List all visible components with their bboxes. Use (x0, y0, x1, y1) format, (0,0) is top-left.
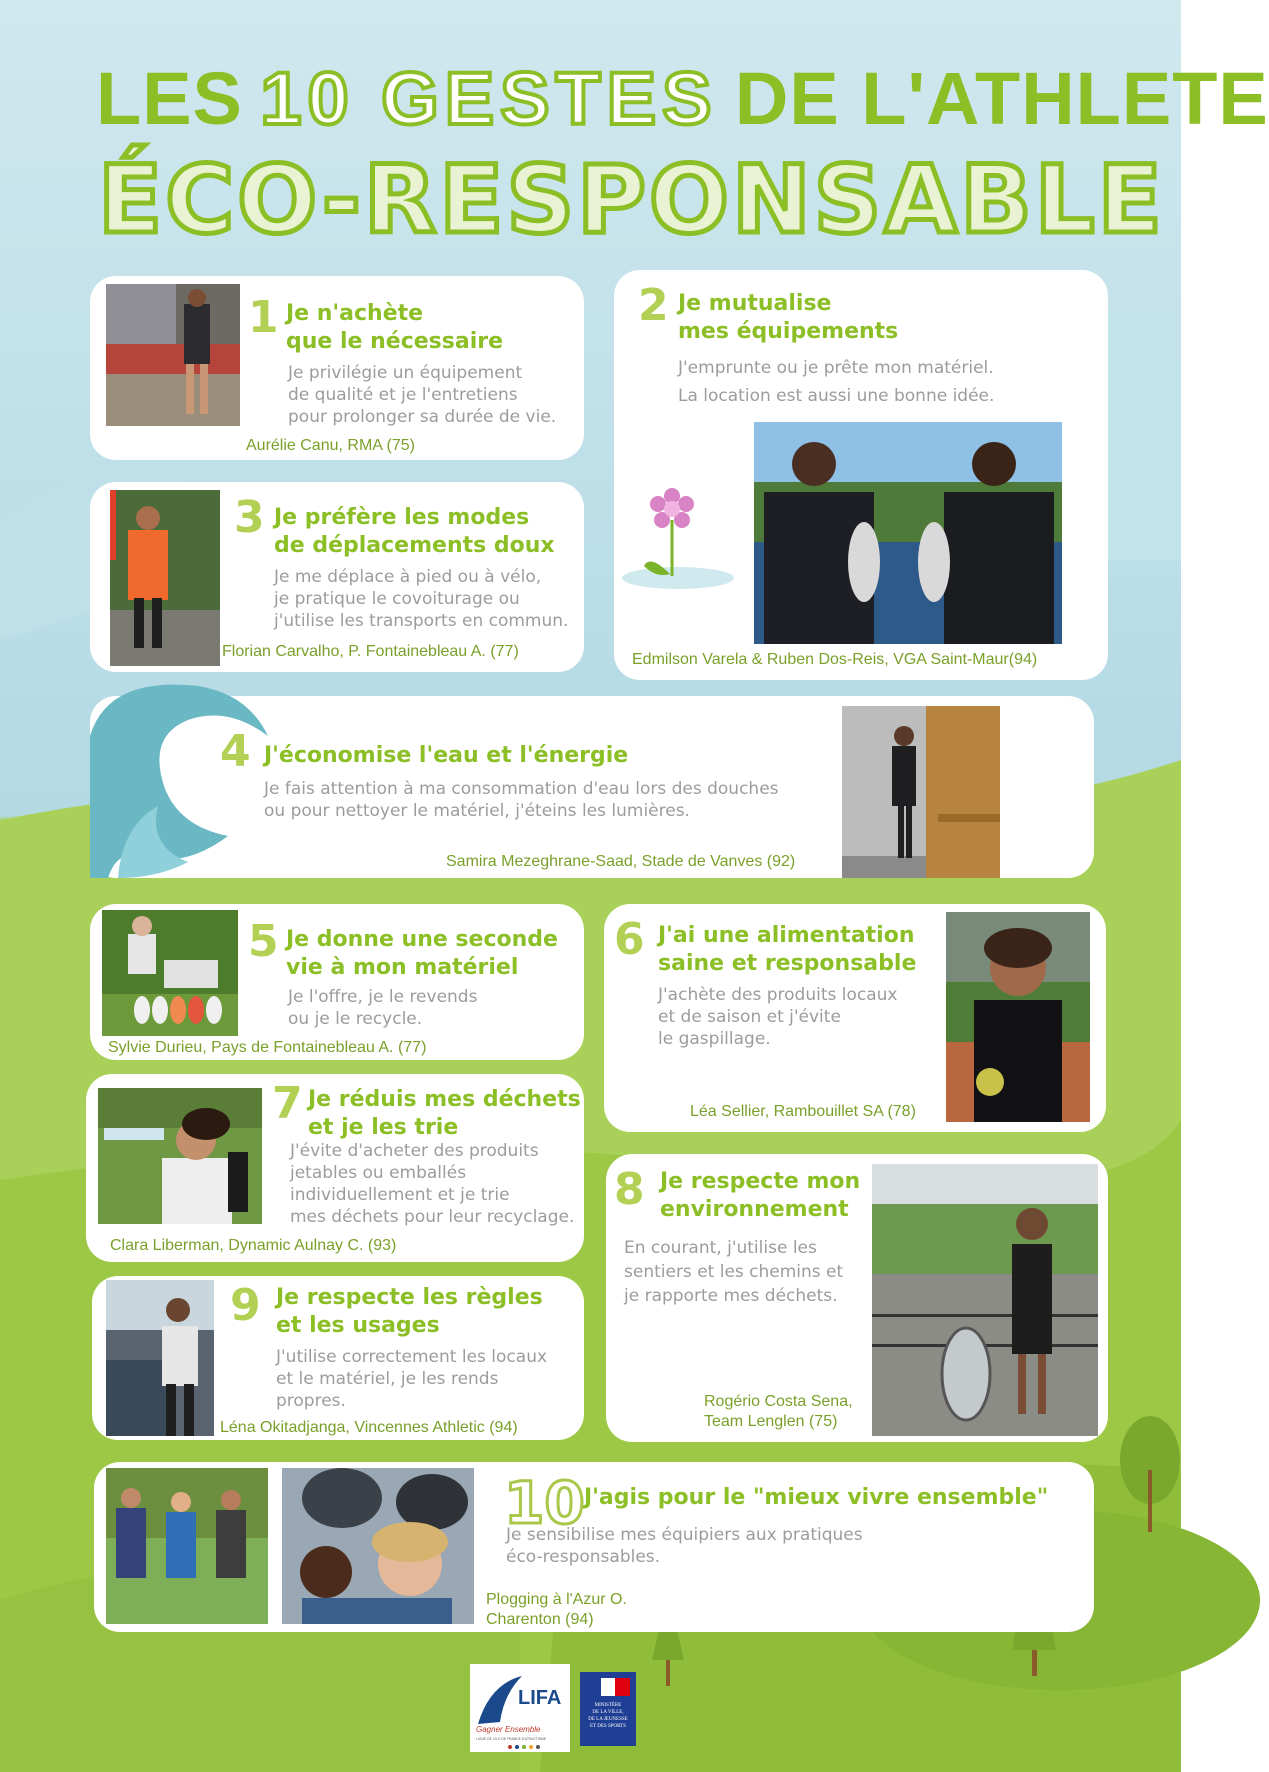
gesture-number-1: 1 (248, 292, 279, 343)
photo-gesture-10b (282, 1468, 474, 1624)
gesture-caption-7: Clara Liberman, Dynamic Aulnay C. (93) (110, 1237, 397, 1254)
gesture-card-9 (92, 1276, 584, 1440)
lifa-name: LIFA (518, 1687, 562, 1709)
gesture-number-7: 7 (272, 1078, 303, 1129)
photo-gesture-8 (872, 1164, 1098, 1436)
ministry-name: MINISTÈRE DE LA VILLE, DE LA JEUNESSE ET DES SPORTS (588, 1703, 628, 1729)
gesture-card-10 (94, 1462, 1094, 1632)
gesture-caption-3: Florian Carvalho, P. Fontainebleau A. (77) (222, 643, 519, 660)
gesture-heading-10: J'agis pour le "mieux vivre ensemble" (584, 1485, 1049, 1510)
gesture-text-6: J'achète des produits locaux et de saison et j'évite le gaspillage. (658, 985, 898, 1049)
photo-gesture-9 (106, 1280, 214, 1436)
gesture-number-5: 5 (248, 916, 279, 967)
french-flag (586, 1678, 630, 1696)
gesture-number-2: 2 (638, 280, 669, 331)
gesture-text-7: J'évite d'acheter des produits jetables ou emballés individuellement et je trie mes déchets pour leur recyclage. (290, 1141, 575, 1227)
lifa-dots (508, 1745, 540, 1749)
gesture-heading-9: Je respecte les règles et les usages (276, 1285, 543, 1338)
gesture-text-4: Je fais attention à ma consommation d'eau lors des douches ou pour nettoyer le matériel, j'éteins les lumières. (264, 779, 779, 821)
gesture-card-3 (90, 482, 584, 672)
gesture-caption-8: Rogério Costa Sena, Team Lenglen (75) (704, 1393, 853, 1430)
lifa-logo (470, 1664, 570, 1752)
gesture-number-6: 6 (614, 914, 645, 965)
gesture-text-8: En courant, j'utilise les sentiers et les chemins et je rapporte mes déchets. (624, 1238, 844, 1306)
gesture-heading-6: J'ai une alimentation saine et responsable (658, 923, 917, 976)
gesture-heading-1: Je n'achète que le nécessaire (286, 301, 504, 354)
gesture-heading-2: Je mutualise mes équipements (678, 291, 899, 344)
gesture-text-9: J'utilise correctement les locaux et le matériel, je les rends propres. (276, 1347, 548, 1411)
gesture-caption-5: Sylvie Durieu, Pays de Fontainebleau A. (77) (108, 1039, 427, 1056)
gesture-caption-9: Léna Okitadjanga, Vincennes Athletic (94) (220, 1419, 518, 1436)
lifa-subtitle: LIGUE DE L'ILE DE FRANCE D'ATHLETISME (476, 1737, 547, 1741)
gesture-number-8: 8 (614, 1164, 645, 1215)
title-line-2: ÉCO-RESPONSABLE (98, 146, 1165, 255)
gesture-caption-1: Aurélie Canu, RMA (75) (246, 437, 415, 454)
gesture-heading-7: Je réduis mes déchets et je les trie (308, 1087, 581, 1140)
gesture-card-4 (90, 696, 1094, 878)
photo-gesture-4 (842, 706, 1000, 878)
gesture-heading-5: Je donne une seconde vie à mon matériel (286, 927, 558, 980)
ministry-logo (580, 1672, 636, 1746)
photo-gesture-7 (98, 1088, 262, 1224)
title-word-les: LES (96, 57, 243, 140)
gesture-heading-8: Je respecte mon environnement (660, 1169, 861, 1222)
flower-illustration (620, 480, 738, 590)
gesture-text-5: Je l'offre, je le revends ou je le recycle. (288, 987, 478, 1029)
gesture-card-1 (90, 276, 584, 460)
wave-illustration (78, 676, 288, 878)
gesture-number-4: 4 (220, 726, 251, 777)
gesture-number-10: 10 (504, 1469, 585, 1537)
gesture-caption-6: Léa Sellier, Rambouillet SA (78) (690, 1103, 916, 1120)
title-word-athlete: DE L'ATHLETE (734, 57, 1269, 140)
gesture-card-7 (86, 1074, 584, 1262)
lifa-tagline: Gagner Ensemble (476, 1725, 541, 1734)
gesture-caption-2: Edmilson Varela & Ruben Dos-Reis, VGA Saint-Maur(94) (632, 651, 1038, 668)
gesture-text-10: Je sensibilise mes équipiers aux pratiques éco-responsables. (506, 1525, 863, 1567)
title-line-1 (96, 56, 1269, 141)
title-word-10-gestes: 10 GESTES (260, 57, 718, 140)
photo-gesture-3 (110, 490, 220, 666)
gesture-number-3: 3 (234, 492, 265, 543)
gesture-card-2 (614, 270, 1108, 680)
gesture-caption-10: Plogging à l'Azur O. Charenton (94) (486, 1591, 627, 1628)
gesture-caption-4: Samira Mezeghrane-Saad, Stade de Vanves (92) (446, 853, 796, 870)
gesture-text-1: Je privilégie un équipement de qualité et je l'entretiens pour prolonger sa durée de vie. (288, 363, 557, 427)
gesture-heading-4: J'économise l'eau et l'énergie (264, 743, 629, 768)
photo-gesture-2 (754, 422, 1062, 644)
gesture-text-2: J'emprunte ou je prête mon matériel. La location est aussi une bonne idée. (678, 358, 995, 406)
photo-gesture-1 (106, 284, 240, 426)
gesture-number-9: 9 (230, 1280, 261, 1331)
gesture-card-5 (90, 904, 584, 1060)
photo-gesture-10a (106, 1468, 268, 1624)
gesture-heading-3: Je préfère les modes de déplacements doux (274, 505, 555, 558)
lifa-logo-graphic (470, 1664, 570, 1752)
photo-gesture-6 (946, 912, 1090, 1122)
photo-gesture-5 (102, 910, 238, 1036)
gesture-card-8 (606, 1154, 1108, 1442)
gesture-card-6 (604, 904, 1106, 1132)
gesture-text-3: Je me déplace à pied ou à vélo, je pratique le covoiturage ou j'utilise les transports en commun. (274, 567, 569, 631)
